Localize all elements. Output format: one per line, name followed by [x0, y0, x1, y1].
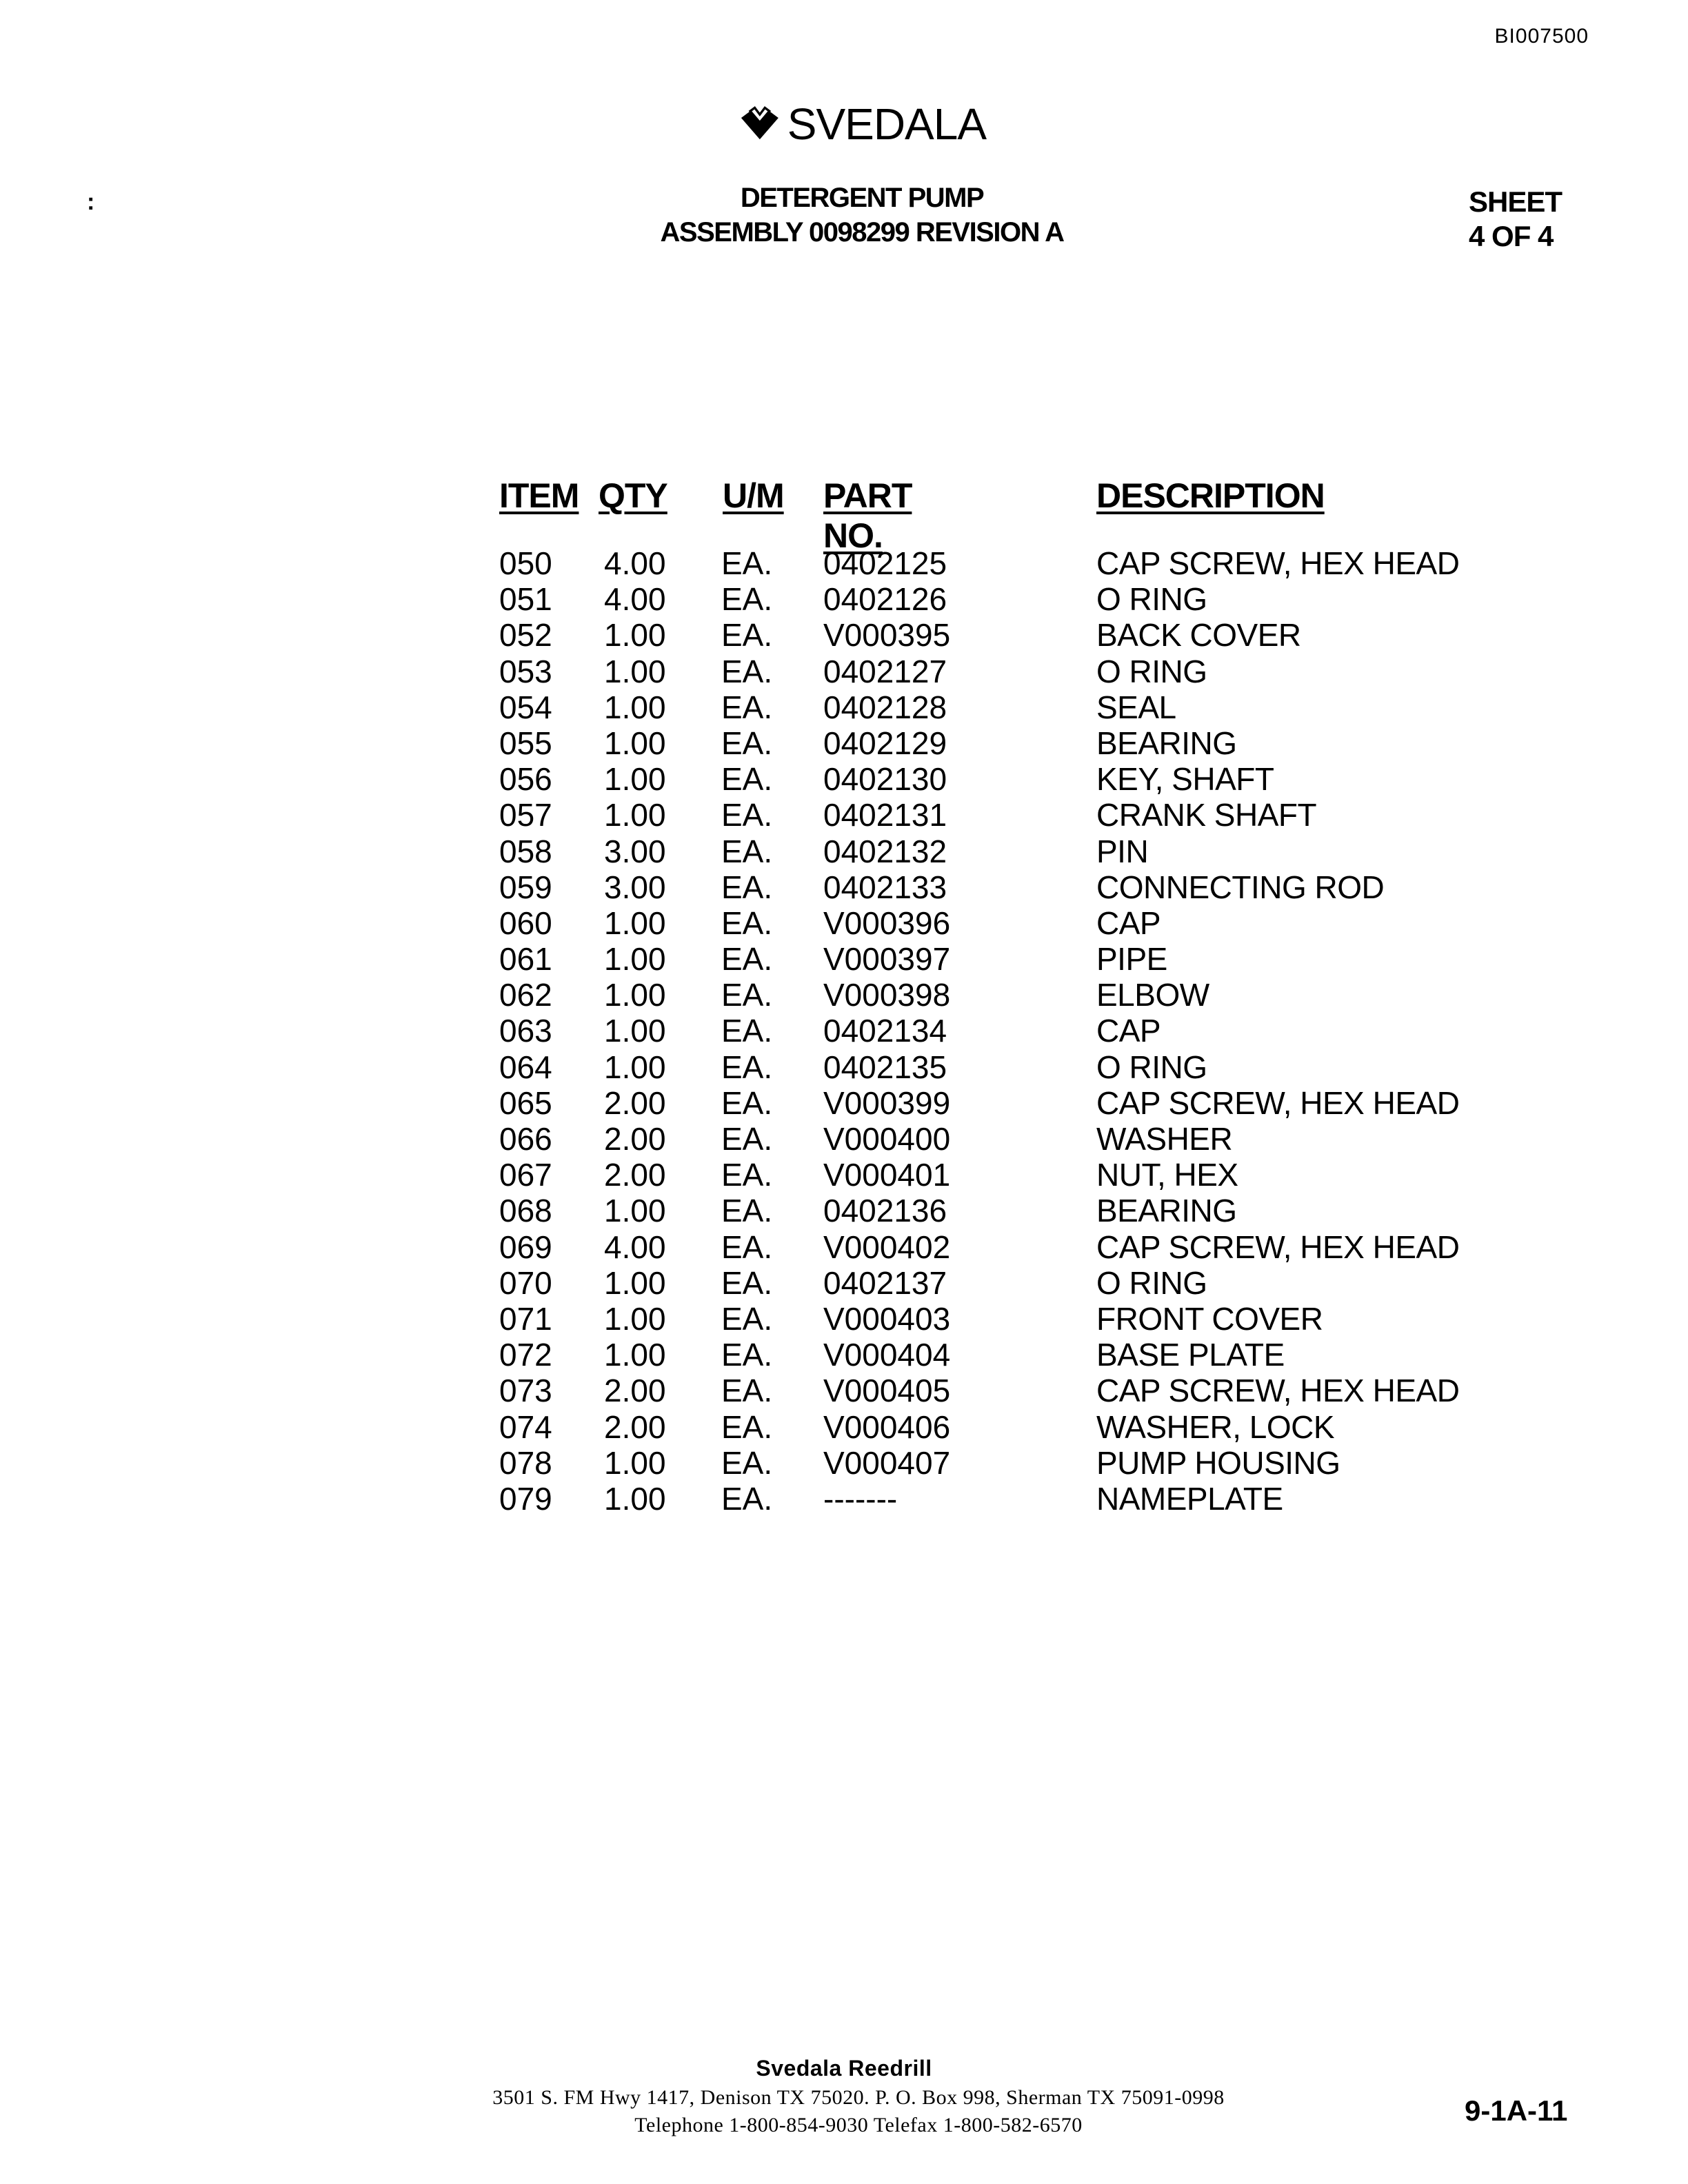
- description: WASHER, LOCK: [1096, 1408, 1335, 1445]
- item-number: 069: [499, 1228, 552, 1265]
- quantity: 4.00: [604, 1228, 666, 1265]
- unit-of-measure: EA.: [721, 869, 773, 905]
- quantity: 1.00: [604, 1013, 666, 1049]
- part-number: V000402: [823, 1228, 951, 1265]
- part-number: 0402134: [823, 1013, 947, 1049]
- description: KEY, SHAFT: [1096, 761, 1274, 798]
- part-number: 0402128: [823, 689, 947, 725]
- unit-of-measure: EA.: [721, 977, 773, 1013]
- quantity: 3.00: [604, 833, 666, 869]
- footer-address: 3501 S. FM Hwy 1417, Denison TX 75020. P. O. Box 998, Sherman TX 75091-0998: [492, 2086, 1225, 2109]
- description: BEARING: [1096, 1193, 1237, 1229]
- description: NAMEPLATE: [1096, 1480, 1283, 1517]
- quantity: 1.00: [604, 725, 666, 761]
- description: BACK COVER: [1096, 617, 1301, 654]
- description: BEARING: [1096, 725, 1237, 761]
- unit-of-measure: EA.: [721, 1337, 773, 1373]
- item-number: 060: [499, 904, 552, 941]
- item-number: 071: [499, 1300, 552, 1337]
- company-logo: [738, 97, 986, 152]
- unit-of-measure: EA.: [721, 1157, 773, 1193]
- item-number: 058: [499, 833, 552, 869]
- item-number: 070: [499, 1264, 552, 1301]
- unit-of-measure: EA.: [721, 904, 773, 941]
- item-number: 064: [499, 1049, 552, 1085]
- part-number: V000403: [823, 1300, 951, 1337]
- title-line-1: DETERGENT PUMP: [740, 183, 984, 213]
- item-number: 074: [499, 1408, 552, 1445]
- unit-of-measure: EA.: [721, 1084, 773, 1121]
- header-description: DESCRIPTION: [1096, 476, 1325, 515]
- quantity: 2.00: [604, 1084, 666, 1121]
- quantity: 1.00: [604, 761, 666, 798]
- item-number: 057: [499, 797, 552, 833]
- unit-of-measure: EA.: [721, 725, 773, 761]
- quantity: 1.00: [604, 1264, 666, 1301]
- part-number: V000397: [823, 941, 951, 978]
- description: O RING: [1096, 653, 1207, 689]
- header-item: ITEM: [499, 476, 579, 515]
- item-number: 078: [499, 1444, 552, 1481]
- quantity: 2.00: [604, 1373, 666, 1409]
- unit-of-measure: EA.: [721, 1373, 773, 1409]
- quantity: 1.00: [604, 1444, 666, 1481]
- unit-of-measure: EA.: [721, 689, 773, 725]
- part-number: V000396: [823, 904, 951, 941]
- quantity: 1.00: [604, 797, 666, 833]
- item-number: 051: [499, 581, 552, 618]
- unit-of-measure: EA.: [721, 545, 773, 581]
- quantity: 1.00: [604, 1193, 666, 1229]
- part-number: V000399: [823, 1084, 951, 1121]
- quantity: 4.00: [604, 581, 666, 618]
- item-number: 053: [499, 653, 552, 689]
- page-number: 9-1A-11: [1465, 2094, 1568, 2127]
- unit-of-measure: EA.: [721, 1049, 773, 1085]
- part-number: 0402137: [823, 1264, 947, 1301]
- description: CAP SCREW, HEX HEAD: [1096, 1373, 1460, 1409]
- unit-of-measure: EA.: [721, 941, 773, 978]
- quantity: 2.00: [604, 1408, 666, 1445]
- unit-of-measure: EA.: [721, 1480, 773, 1517]
- quantity: 2.00: [604, 1157, 666, 1193]
- item-number: 065: [499, 1084, 552, 1121]
- part-number: 0402135: [823, 1049, 947, 1085]
- unit-of-measure: EA.: [721, 1444, 773, 1481]
- quantity: 1.00: [604, 904, 666, 941]
- description: O RING: [1096, 1264, 1207, 1301]
- quantity: 4.00: [604, 545, 666, 581]
- part-number: 0402125: [823, 545, 947, 581]
- unit-of-measure: EA.: [721, 1300, 773, 1337]
- unit-of-measure: EA.: [721, 833, 773, 869]
- unit-of-measure: EA.: [721, 761, 773, 798]
- description: CRANK SHAFT: [1096, 797, 1317, 833]
- item-number: 052: [499, 617, 552, 654]
- item-number: 059: [499, 869, 552, 905]
- item-number: 067: [499, 1157, 552, 1193]
- description: O RING: [1096, 581, 1207, 618]
- description: WASHER: [1096, 1121, 1233, 1157]
- item-number: 068: [499, 1193, 552, 1229]
- part-number: 0402132: [823, 833, 947, 869]
- part-number: V000407: [823, 1444, 951, 1481]
- description: PIN: [1096, 833, 1149, 869]
- quantity: 1.00: [604, 1049, 666, 1085]
- sheet-count: 4 OF 4: [1469, 220, 1554, 252]
- part-number: 0402130: [823, 761, 947, 798]
- quantity: 1.00: [604, 1480, 666, 1517]
- svedala-diamond-logo-icon: [738, 101, 782, 147]
- part-number: -------: [823, 1480, 898, 1517]
- description: PIPE: [1096, 941, 1167, 978]
- description: ELBOW: [1096, 977, 1209, 1013]
- logo-wordmark: SVEDALA: [787, 99, 986, 149]
- description: CONNECTING ROD: [1096, 869, 1385, 905]
- unit-of-measure: EA.: [721, 581, 773, 618]
- item-number: 050: [499, 545, 552, 581]
- description: PUMP HOUSING: [1096, 1444, 1340, 1481]
- unit-of-measure: EA.: [721, 1193, 773, 1229]
- description: CAP: [1096, 904, 1161, 941]
- part-number: V000405: [823, 1373, 951, 1409]
- description: CAP SCREW, HEX HEAD: [1096, 1228, 1460, 1265]
- unit-of-measure: EA.: [721, 1013, 773, 1049]
- part-number: 0402126: [823, 581, 947, 618]
- unit-of-measure: EA.: [721, 653, 773, 689]
- item-number: 066: [499, 1121, 552, 1157]
- part-number: 0402133: [823, 869, 947, 905]
- description: BASE PLATE: [1096, 1337, 1285, 1373]
- header-part-no: PART NO.: [823, 476, 912, 555]
- quantity: 3.00: [604, 869, 666, 905]
- part-number: V000406: [823, 1408, 951, 1445]
- header-um: U/M: [723, 476, 784, 515]
- sheet-indicator: [1469, 185, 1562, 254]
- part-number: V000395: [823, 617, 951, 654]
- unit-of-measure: EA.: [721, 797, 773, 833]
- unit-of-measure: EA.: [721, 1408, 773, 1445]
- document-id: BI007500: [1494, 25, 1589, 48]
- description: NUT, HEX: [1096, 1157, 1238, 1193]
- item-number: 056: [499, 761, 552, 798]
- item-number: 061: [499, 941, 552, 978]
- unit-of-measure: EA.: [721, 617, 773, 654]
- item-number: 063: [499, 1013, 552, 1049]
- quantity: 2.00: [604, 1121, 666, 1157]
- quantity: 1.00: [604, 689, 666, 725]
- document-title: [579, 181, 1145, 250]
- item-number: 055: [499, 725, 552, 761]
- unit-of-measure: EA.: [721, 1121, 773, 1157]
- item-number: 079: [499, 1480, 552, 1517]
- item-number: 062: [499, 977, 552, 1013]
- title-line-2: ASSEMBLY 0098299 REVISION A: [660, 217, 1064, 247]
- sheet-label: SHEET: [1469, 185, 1563, 218]
- part-number: V000401: [823, 1157, 951, 1193]
- quantity: 1.00: [604, 977, 666, 1013]
- footer-company: Svedala Reedrill: [756, 2056, 932, 2081]
- quantity: 1.00: [604, 941, 666, 978]
- unit-of-measure: EA.: [721, 1228, 773, 1265]
- part-number: V000404: [823, 1337, 951, 1373]
- quantity: 1.00: [604, 617, 666, 654]
- margin-mark: :: [87, 189, 95, 215]
- item-number: 072: [499, 1337, 552, 1373]
- item-number: 054: [499, 689, 552, 725]
- quantity: 1.00: [604, 1300, 666, 1337]
- description: CAP: [1096, 1013, 1161, 1049]
- header-qty: QTY: [599, 476, 667, 515]
- footer-phone: Telephone 1-800-854-9030 Telefax 1-800-582-6570: [634, 2114, 1083, 2136]
- description: FRONT COVER: [1096, 1300, 1323, 1337]
- part-number: 0402129: [823, 725, 947, 761]
- unit-of-measure: EA.: [721, 1264, 773, 1301]
- description: O RING: [1096, 1049, 1207, 1085]
- part-number: V000400: [823, 1121, 951, 1157]
- quantity: 1.00: [604, 1337, 666, 1373]
- description: CAP SCREW, HEX HEAD: [1096, 545, 1460, 581]
- quantity: 1.00: [604, 653, 666, 689]
- part-number: 0402131: [823, 797, 947, 833]
- part-number: 0402127: [823, 653, 947, 689]
- description: CAP SCREW, HEX HEAD: [1096, 1084, 1460, 1121]
- part-number: V000398: [823, 977, 951, 1013]
- description: SEAL: [1096, 689, 1176, 725]
- part-number: 0402136: [823, 1193, 947, 1229]
- item-number: 073: [499, 1373, 552, 1409]
